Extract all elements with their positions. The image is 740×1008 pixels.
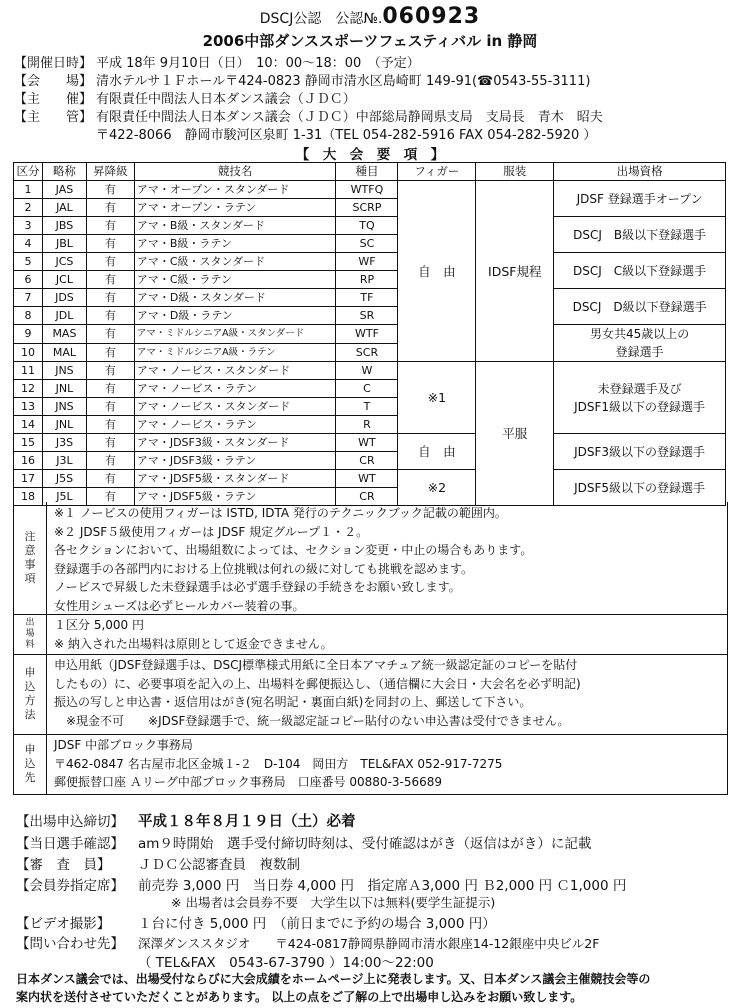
qual-line: JDSF1級以下の登録選手 [574, 399, 706, 414]
row-event: アマ・B級・スタンダード [134, 217, 336, 235]
row-code: J5L [42, 488, 86, 506]
row-dances: SR [336, 307, 398, 325]
row-promotion: 有 [86, 488, 134, 506]
table-row [14, 325, 726, 344]
row-code: JAS [42, 181, 86, 199]
row-code: JAL [42, 199, 86, 217]
row-code: JDS [42, 289, 86, 307]
row-dances: SCRP [336, 199, 398, 217]
row-dances: RP [336, 271, 398, 289]
row-code: MAL [42, 343, 86, 362]
table-header-row [14, 163, 726, 181]
row-number: 12 [14, 380, 43, 398]
note-line: 女性用シューズは必ずヒールカバー装着の事。 [54, 598, 305, 613]
row-promotion: 有 [86, 199, 134, 217]
row-event: アマ・オープン・スタンダード [134, 181, 336, 199]
fee-line: ※ 納入された出場料は原則として返金できません。 [54, 636, 333, 651]
row-promotion: 有 [86, 217, 134, 235]
apply-side-label: 申込方法 [14, 654, 47, 734]
figure-free: 自 由 [398, 181, 476, 362]
col-header: フィガー [398, 163, 476, 181]
row-event: アマ・C級・スタンダード [134, 253, 336, 271]
apply-line: 振込の写しと申込書・返信用はがき(宛名明記・裏面白紙)を同封の上、郵送して下さい。 [54, 695, 532, 709]
fee-line: １区分 5,000 円 [54, 618, 144, 632]
note-line: 登録選手の各部門内における上位挑戦は何れの級に対しても挑戦を認めます。 [54, 561, 474, 576]
row-dances: WT [336, 434, 398, 452]
qual-middle [554, 325, 726, 362]
qual-b [554, 217, 726, 253]
dest-section [13, 734, 728, 795]
row-promotion: 有 [86, 325, 134, 344]
table-row [14, 289, 726, 307]
info-date: 【開催日時】 平成 18年 9月10日（日） 10：00～18：00 （予定） [14, 56, 420, 71]
row-event: アマ・JDSF3級・スタンダード [134, 434, 336, 452]
col-header: 出場資格 [554, 163, 726, 181]
row-number: 8 [14, 307, 43, 325]
row-number: 11 [14, 362, 43, 380]
col-header: 種目 [336, 163, 398, 181]
tickets-row: 【会員券指定席】 前売券 3,000 円 当日券 4,000 円 指定席Ａ3,000 円 Ｂ2,000 円 Ｃ1,000 円 [16, 878, 627, 894]
row-number: 18 [14, 488, 43, 506]
row-event: アマ・JDSF3級・ラテン [134, 452, 336, 470]
info-manager-address: 〒422-8066 静岡市駿河区泉町 1-31（TEL 054-282-5916 FAX 054-282-5920 ） [96, 128, 597, 143]
row-dances: SC [336, 235, 398, 253]
col-header: 服装 [476, 163, 554, 181]
footer-line: 案内状を送付させていただくことがあります。 以上の点をご了解の上で出場申し込みをお願い致します。 [16, 990, 583, 1004]
row-event: アマ・オープン・ラテン [134, 199, 336, 217]
info-manager: 【主 管】 有限責任中間法人日本ダンス議会（ＪＤＣ）中部総局静岡県支局 支局長 青木 昭夫 [14, 110, 603, 125]
qual-line: JDSF 登録選手オープン [576, 191, 703, 206]
qual-line: 男女共45歳以上の [589, 327, 690, 341]
dest-side-label: 申込先 [14, 734, 47, 794]
row-event: アマ・JDSF5級・スタンダード [134, 470, 336, 488]
fee-section [13, 614, 728, 655]
row-number: 2 [14, 199, 43, 217]
figure-note2: ※2 [398, 470, 476, 506]
row-event: アマ・JDSF5級・ラテン [134, 488, 336, 506]
row-promotion: 有 [86, 343, 134, 362]
row-number: 17 [14, 470, 43, 488]
section-title: 【 大 会 要 項 】 [295, 147, 445, 163]
competition-table [13, 162, 726, 506]
qual-line: DSCJ D級以下登録選手 [572, 299, 707, 314]
row-promotion: 有 [86, 470, 134, 488]
row-code: JNL [42, 380, 86, 398]
row-code: JBL [42, 235, 86, 253]
row-promotion: 有 [86, 181, 134, 199]
notes-side-label: 注意事項 [14, 502, 47, 614]
dest-line: JDSF 中部ブロック事務局 [54, 738, 193, 752]
contact-tel-row: （ TEL&FAX 0543-67-3790 ）14:00～22:00 [138, 955, 434, 971]
row-number: 1 [14, 181, 43, 199]
row-number: 3 [14, 217, 43, 235]
dress-idsf: IDSF規程 [476, 181, 554, 362]
row-number: 7 [14, 289, 43, 307]
col-header: 略称 [42, 163, 86, 181]
qual-line: 登録選手 [615, 345, 664, 359]
cert-label: DSCJ公認 公認№. [259, 11, 383, 27]
apply-line: したもの）に、必要事項を記入の上、出場料を郵便振込し、（通信欄に大会日・大会名を必ず明記) [54, 676, 581, 691]
row-dances: T [336, 398, 398, 416]
row-dances: WT [336, 470, 398, 488]
row-event: アマ・B級・ラテン [134, 235, 336, 253]
row-promotion: 有 [86, 253, 134, 271]
table-row [14, 253, 726, 271]
row-number: 5 [14, 253, 43, 271]
row-code: MAS [42, 325, 86, 344]
apply-section [13, 654, 728, 735]
apply-line: 申込用紙（JDSF登録選手は、DSCJ標準様式用紙に全日本アマチュア統一級認定証のコピーを貼付 [54, 658, 578, 672]
figure-free2: 自 由 [398, 434, 476, 470]
row-dances: WTFQ [336, 181, 398, 199]
row-number: 10 [14, 343, 43, 362]
row-code: JDL [42, 307, 86, 325]
row-event: アマ・ノービス・ラテン [134, 416, 336, 434]
fee-side-label: 出場料 [14, 614, 47, 654]
row-dances: TQ [336, 217, 398, 235]
row-number: 13 [14, 398, 43, 416]
info-venue: 【会 場】 清水テルサ１Ｆホール〒424-0823 静岡市清水区島崎町 149-91(☎0543-55-3111) [14, 74, 591, 89]
row-event: アマ・ノービス・ラテン [134, 380, 336, 398]
row-promotion: 有 [86, 289, 134, 307]
row-dances: WTF [336, 325, 398, 344]
cert-line [0, 4, 740, 29]
qual-line: 未登録選手及び [597, 381, 682, 396]
row-number: 15 [14, 434, 43, 452]
note-line: 各セクションにおいて、出場組数によっては、セクション変更・中止の場合もあります。 [54, 543, 533, 557]
qual-line: JDSF5級以下の登録選手 [574, 480, 706, 495]
table-row [14, 217, 726, 235]
row-code: JNS [42, 398, 86, 416]
row-event: アマ・D級・ラテン [134, 307, 336, 325]
row-code: JNL [42, 416, 86, 434]
deadline-row: 【出場申込締切】 平成１８年８月１９日（土）必着 [16, 814, 356, 830]
row-dances: CR [336, 488, 398, 506]
row-code: JCS [42, 253, 86, 271]
row-dances: TF [336, 289, 398, 307]
qual-open [554, 181, 726, 217]
row-promotion: 有 [86, 434, 134, 452]
row-event: アマ・C級・ラテン [134, 271, 336, 289]
table-row [14, 181, 726, 199]
footer-line: 日本ダンス議会では、出場受付ならびに大会成績をホームページ上に発表します。又、日本ダンス議会主催競技会等の [16, 972, 651, 986]
qual-line: DSCJ C級以下登録選手 [573, 263, 707, 278]
row-event: アマ・ノービス・スタンダード [134, 398, 336, 416]
row-dances: WF [336, 253, 398, 271]
row-promotion: 有 [86, 307, 134, 325]
row-promotion: 有 [86, 416, 134, 434]
row-number: 16 [14, 452, 43, 470]
qual-line: DSCJ B級以下登録選手 [573, 227, 707, 242]
row-dances: C [336, 380, 398, 398]
table-row [14, 362, 726, 380]
table-row [14, 470, 726, 488]
video-row: 【ビデオ撮影】 １台に付き 5,000 円 （前日までに予約の場合 3,000 円） [16, 916, 496, 932]
dest-line: 〒462-0847 名古屋市北区金城１-２ D-104 岡田方 TEL&FAX 052-917-7275 [54, 756, 503, 771]
notes-section [13, 502, 728, 615]
qual-d [554, 289, 726, 325]
tickets-note-row: ※ 出場者は会員券不要 大学生以下は無料(要学生証提示) [171, 895, 496, 910]
qual-line: JDSF3級以下の登録選手 [574, 444, 706, 459]
row-event: アマ・D級・スタンダード [134, 289, 336, 307]
row-dances: SCR [336, 343, 398, 362]
table-row [14, 434, 726, 452]
row-event: アマ・ミドルシニアA級・ラテン [134, 343, 336, 362]
note-line: ノービスで昇級した未登録選手は必ず選手登録の手続きをお願い致します。 [54, 580, 461, 594]
row-number: 9 [14, 325, 43, 344]
note-line: ※２ JDSF５級使用フィガーは JDSF 規定グループ１・２。 [54, 524, 369, 539]
row-promotion: 有 [86, 235, 134, 253]
note-line: ※１ ノービスの使用フィガーは ISTD, IDTA 発行のテクニックブック記載の範囲内。 [54, 506, 507, 520]
row-event: アマ・ノービス・スタンダード [134, 362, 336, 380]
cert-number: 060923 [382, 4, 481, 29]
judges-row: 【審 査 員】 ＪＤＣ公認審査員 複数制 [16, 857, 300, 873]
row-promotion: 有 [86, 362, 134, 380]
dress-plain: 平服 [476, 362, 554, 506]
row-dances: W [336, 362, 398, 380]
qual-5 [554, 470, 726, 506]
row-code: J5S [42, 470, 86, 488]
row-number: 6 [14, 271, 43, 289]
qual-novice [554, 362, 726, 434]
row-code: JCL [42, 271, 86, 289]
qual-3 [554, 434, 726, 470]
qual-c [554, 253, 726, 289]
dest-line: 郵便振替口座 Ａリーグ中部ブロック事務局 口座番号 00880-3-56689 [54, 775, 443, 789]
row-code: JBS [42, 217, 86, 235]
contact-row: 【問い合わせ先】 深澤ダンススタジオ 〒424-0817静岡県静岡市清水銀座14-12銀座中央ビル2F [16, 936, 600, 952]
row-promotion: 有 [86, 380, 134, 398]
row-event: アマ・ミドルシニアA級・スタンダード [134, 325, 336, 344]
col-header: 競技名 [134, 163, 336, 181]
row-dances: R [336, 416, 398, 434]
row-dances: CR [336, 452, 398, 470]
row-promotion: 有 [86, 271, 134, 289]
row-code: J3S [42, 434, 86, 452]
checkin-row: 【当日選手確認】 am９時開始 選手受付締切時刻は、受付確認はがき（返信はがき）に記載 [16, 836, 592, 852]
row-number: 4 [14, 235, 43, 253]
col-header: 昇降級 [86, 163, 134, 181]
row-promotion: 有 [86, 452, 134, 470]
info-organizer: 【主 催】 有限責任中間法人日本ダンス議会（ＪＤＣ） [14, 92, 356, 107]
figure-note1: ※1 [398, 362, 476, 434]
row-code: JNS [42, 362, 86, 380]
event-title: 2006中部ダンススポーツフェスティバル in 静岡 [202, 32, 538, 50]
row-number: 14 [14, 416, 43, 434]
col-header: 区分 [14, 163, 43, 181]
row-promotion: 有 [86, 398, 134, 416]
row-code: J3L [42, 452, 86, 470]
apply-line: ※現金不可 ※JDSF登録選手で、統一級認定証コピー貼付のない申込書は受付できません。 [54, 713, 570, 728]
